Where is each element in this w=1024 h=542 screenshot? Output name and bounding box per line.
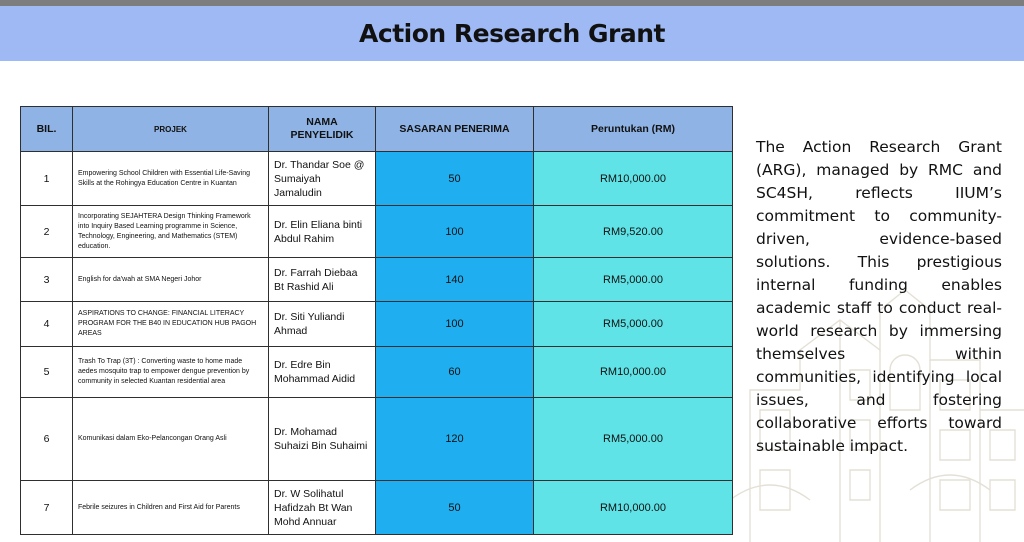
header-projek: PROJEK (73, 107, 269, 152)
table-row (21, 347, 733, 398)
table-row (21, 302, 733, 347)
cell-sasaran: 50 (376, 152, 534, 206)
table-row (21, 258, 733, 302)
cell-projek: Empowering School Children with Essential Life-Saving Skills at the Rohingya Education Centre in Kuantan (73, 152, 269, 206)
cell-sasaran: 140 (376, 258, 534, 302)
table-row (21, 398, 733, 481)
cell-peruntukan: RM5,000.00 (534, 302, 733, 347)
cell-nama: Dr. Thandar Soe @ Sumaiyah Jamaludin (269, 152, 376, 206)
title-banner (0, 6, 1024, 61)
cell-projek: Komunikasi dalam Eko-Pelancongan Orang Asli (73, 398, 269, 481)
cell-projek: English for da'wah at SMA Negeri Johor (73, 258, 269, 302)
cell-bil: 6 (21, 398, 73, 481)
cell-bil: 7 (21, 481, 73, 535)
cell-projek: Trash To Trap (3T) : Converting waste to home made aedes mosquito trap to empower dengue prevention by community in selected Kuantan residential area (73, 347, 269, 398)
cell-bil: 1 (21, 152, 73, 206)
cell-bil: 4 (21, 302, 73, 347)
table-row (21, 481, 733, 535)
cell-nama: Dr. Farrah Diebaa Bt Rashid Ali (269, 258, 376, 302)
cell-sasaran: 100 (376, 302, 534, 347)
cell-peruntukan: RM10,000.00 (534, 481, 733, 535)
grant-table (20, 106, 733, 535)
table-header-row (21, 107, 733, 152)
cell-bil: 2 (21, 206, 73, 258)
cell-peruntukan: RM10,000.00 (534, 152, 733, 206)
header-nama-penyelidik: NAMA PENYELIDIK (269, 107, 376, 152)
cell-projek: Febrile seizures in Children and First Aid for Parents (73, 481, 269, 535)
description-paragraph: The Action Research Grant (ARG), managed by RMC and SC4SH, reflects IIUM’s commitment to community-driven, evidence-based solutions. This prestigious internal funding enables academic staff to conduct real-world research by immersing themselves within communities, identifying local issues, and fostering collaborative efforts toward sustainable impact. (756, 137, 1002, 455)
cell-sasaran: 60 (376, 347, 534, 398)
cell-nama: Dr. Siti Yuliandi Ahmad (269, 302, 376, 347)
header-bil: BIL. (21, 107, 73, 152)
cell-sasaran: 100 (376, 206, 534, 258)
cell-sasaran: 50 (376, 481, 534, 535)
cell-nama: Dr. Mohamad Suhaizi Bin Suhaimi (269, 398, 376, 481)
cell-bil: 5 (21, 347, 73, 398)
table-row (21, 206, 733, 258)
page-title: Action Research Grant (359, 19, 665, 48)
cell-nama: Dr. W Solihatul Hafidzah Bt Wan Mohd Annuar (269, 481, 376, 535)
cell-bil: 3 (21, 258, 73, 302)
cell-projek: Incorporating SEJAHTERA Design Thinking Framework into Inquiry Based Learning programme in Science, Technology, Engineering, and Mathematics (STEM) education. (73, 206, 269, 258)
table-row (21, 152, 733, 206)
cell-peruntukan: RM5,000.00 (534, 398, 733, 481)
cell-sasaran: 120 (376, 398, 534, 481)
cell-peruntukan: RM9,520.00 (534, 206, 733, 258)
cell-nama: Dr. Elin Eliana binti Abdul Rahim (269, 206, 376, 258)
cell-peruntukan: RM10,000.00 (534, 347, 733, 398)
cell-nama: Dr. Edre Bin Mohammad Aidid (269, 347, 376, 398)
header-sasaran-penerima: SASARAN PENERIMA (376, 107, 534, 152)
header-peruntukan: Peruntukan (RM) (534, 107, 733, 152)
cell-projek: ASPIRATIONS TO CHANGE: FINANCIAL LITERACY PROGRAM FOR THE B40 IN EDUCATION HUB PAGOH AREAS (73, 302, 269, 347)
cell-peruntukan: RM5,000.00 (534, 258, 733, 302)
